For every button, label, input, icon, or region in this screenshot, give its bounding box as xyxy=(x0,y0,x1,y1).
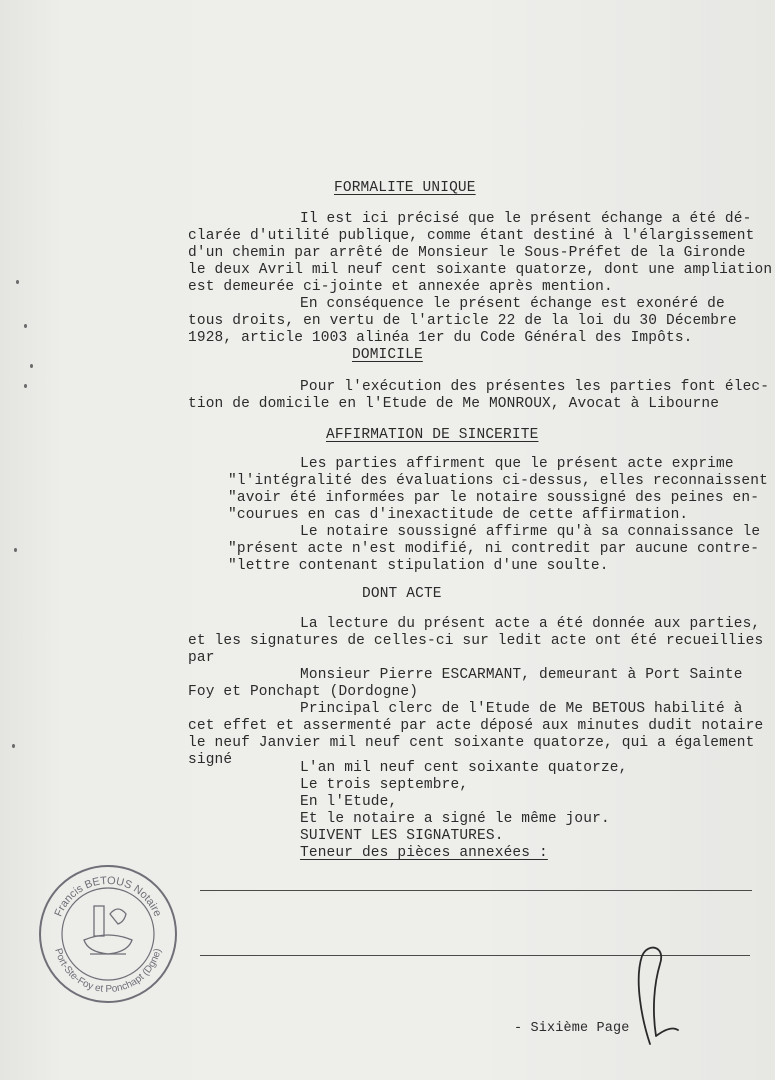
dont-acte-line: par xyxy=(188,650,215,666)
formalite-heading: FORMALITE UNIQUE xyxy=(334,180,476,196)
domicile-heading: DOMICILE xyxy=(352,347,423,363)
domicile-line: Pour l'exécution des présentes les parties font élec- xyxy=(300,379,770,395)
formalite-line: Il est ici précisé que le présent échange a été dé- xyxy=(300,211,752,227)
affirmation-line: "présent acte n'est modifié, ni contredit par aucune contre- xyxy=(228,541,760,557)
formalite-line: En conséquence le présent échange est exonéré de xyxy=(300,296,725,312)
svg-text:Francis BETOUS Notaire xyxy=(52,875,163,919)
dont-acte-line: La lecture du présent acte a été donnée aux parties, xyxy=(300,616,761,632)
affirmation-line: "avoir été informées par le notaire soussigné des peines en- xyxy=(228,490,760,506)
formalite-line: tous droits, en vertu de l'article 22 de la loi du 30 Décembre xyxy=(188,313,737,329)
dont-acte-line: En l'Etude, xyxy=(300,794,398,810)
affirmation-line: "lettre contenant stipulation d'une soulte. xyxy=(228,558,609,574)
dont-acte-line: Et le notaire a signé le même jour. xyxy=(300,811,610,827)
stamp-text-bottom: Port-Ste-Foy et Ponchapt (Dgne) xyxy=(52,947,164,996)
dont-acte-line: Principal clerc de l'Etude de Me BETOUS habilité à xyxy=(300,701,743,717)
dont-acte-line: Le trois septembre, xyxy=(300,777,469,793)
affirmation-heading: AFFIRMATION DE SINCERITE xyxy=(326,427,539,443)
stamp-text-top: Francis BETOUS Notaire xyxy=(52,874,164,919)
dont-acte-heading: DONT ACTE xyxy=(362,586,442,602)
affirmation-line: Les parties affirment que le présent acte exprime xyxy=(300,456,734,472)
punch-hole-mark xyxy=(30,364,33,368)
formalite-line: clarée d'utilité publique, comme étant destiné à l'élargissement xyxy=(188,228,755,244)
formalite-line: est demeurée ci-jointe et annexée après mention. xyxy=(188,279,613,295)
dont-acte-line: cet effet et assermenté par acte déposé aux minutes dudit notaire xyxy=(188,718,764,734)
notary-stamp xyxy=(36,862,180,1006)
dont-acte-line: signé xyxy=(188,752,233,768)
page-number-label: - Sixième Page xyxy=(514,1021,630,1036)
dont-acte-line: Foy et Ponchapt (Dordogne) xyxy=(188,684,419,700)
punch-hole-mark xyxy=(14,548,17,552)
affirmation-line: "courues en cas d'inexactitude de cette affirmation. xyxy=(228,507,689,523)
annexes-label: Teneur des pièces annexées : xyxy=(300,845,548,861)
dont-acte-line: Monsieur Pierre ESCARMANT, demeurant à Port Sainte xyxy=(300,667,743,683)
affirmation-line: "l'intégralité des évaluations ci-dessus, elles reconnaissent xyxy=(228,473,768,489)
formalite-line: d'un chemin par arrêté de Monsieur le Sous-Préfet de la Gironde xyxy=(188,245,746,261)
dont-acte-line: SUIVENT LES SIGNATURES. xyxy=(300,828,504,844)
punch-hole-mark xyxy=(24,324,27,328)
formalite-line: le deux Avril mil neuf cent soixante quatorze, dont une ampliation xyxy=(188,262,773,278)
dont-acte-line: L'an mil neuf cent soixante quatorze, xyxy=(300,760,628,776)
formalite-line: 1928, article 1003 alinéa 1er du Code Général des Impôts. xyxy=(188,330,693,346)
dont-acte-line: et les signatures de celles-ci sur ledit acte ont été recueillies xyxy=(188,633,764,649)
punch-hole-mark xyxy=(16,280,19,284)
punch-hole-mark xyxy=(12,744,15,748)
divider-line xyxy=(200,890,752,891)
dont-acte-line: le neuf Janvier mil neuf cent soixante quatorze, qui a également xyxy=(188,735,755,751)
affirmation-line: Le notaire soussigné affirme qu'à sa connaissance le xyxy=(300,524,761,540)
punch-hole-mark xyxy=(24,384,27,388)
domicile-line: tion de domicile en l'Etude de Me MONROUX, Avocat à Libourne xyxy=(188,396,720,412)
